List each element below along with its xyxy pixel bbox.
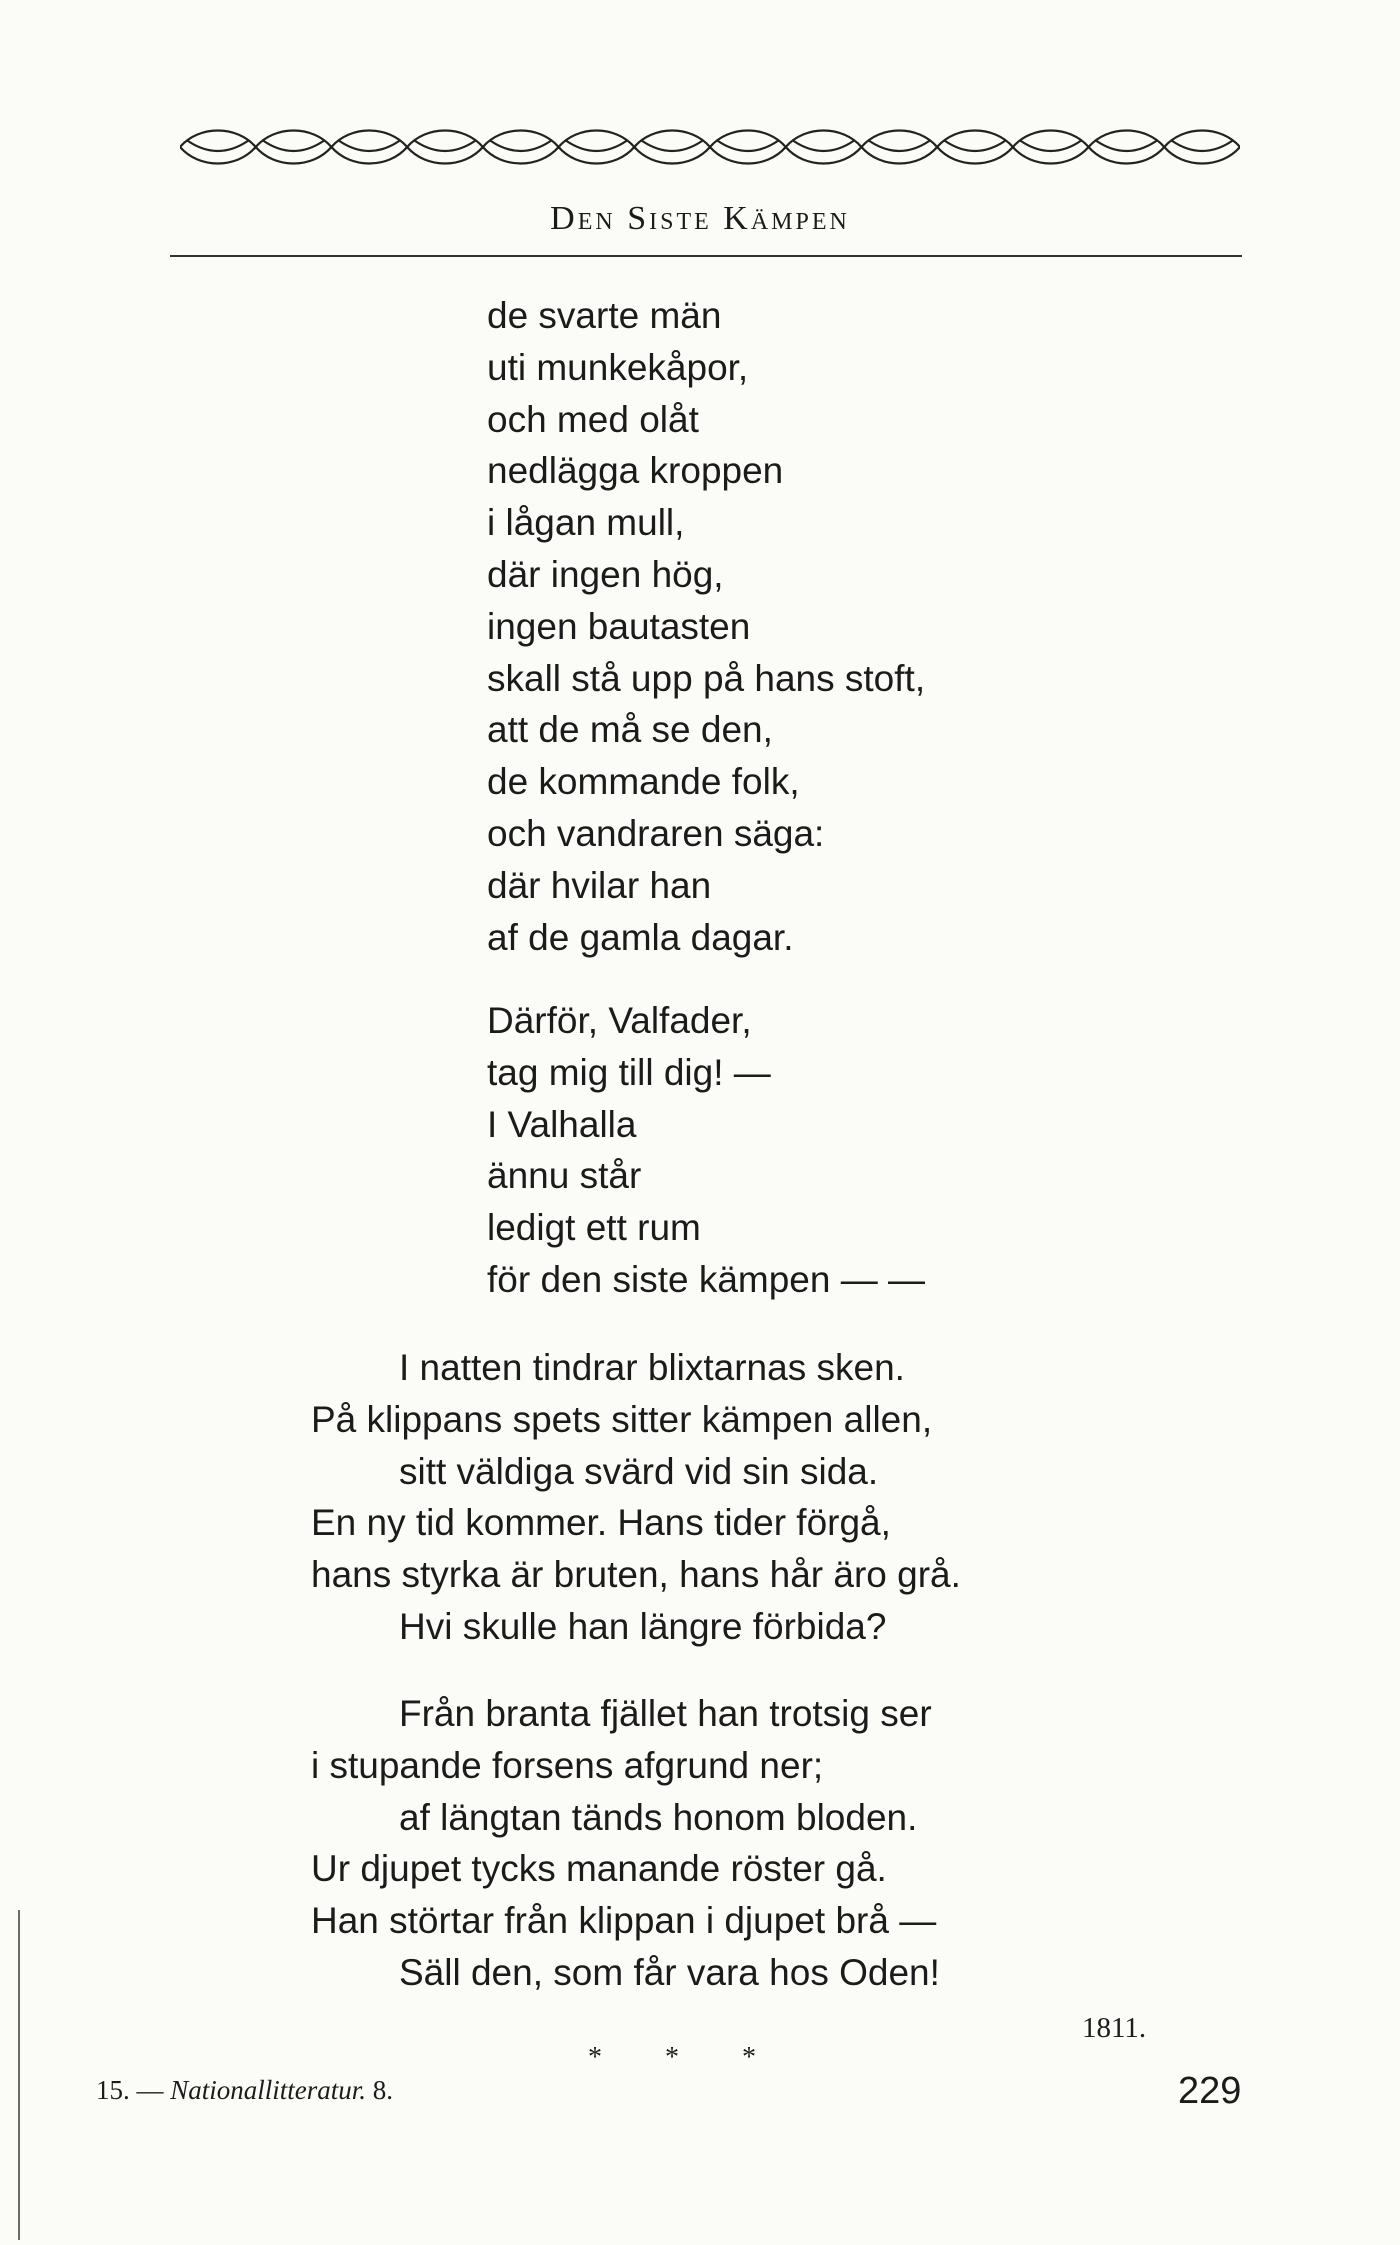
signature-title: Nationallitteratur. [170, 2075, 367, 2105]
poem-line: I natten tindrar blixtarnas sken. [399, 1347, 905, 1388]
running-head: Den Siste Kämpen [550, 200, 850, 237]
poem-line: ledigt ett rum [487, 1207, 701, 1249]
poem-line: de svarte män [487, 295, 722, 336]
poem-line: och med olåt [487, 398, 699, 440]
signature-volume: 8. [372, 2075, 394, 2105]
poem-line: I Valhalla [487, 1103, 637, 1145]
poem-line: de kommande folk, [487, 761, 800, 803]
page-number: 229 [1178, 2070, 1242, 2112]
poem-line: skall stå upp på hans stoft, [487, 657, 926, 699]
poem-year: 1811. [1082, 2012, 1147, 2044]
poem-line: nedlägga kroppen [487, 450, 784, 492]
poem-line: Från branta fjället han trotsig ser [399, 1693, 932, 1734]
poem-line: att de må se den, [487, 709, 773, 751]
poem-line: ingen bautasten [487, 605, 751, 647]
poem-line: för den siste kämpen — — [487, 1258, 926, 1300]
binding-edge [18, 1910, 20, 2240]
poem-line: Säll den, som får vara hos Oden! [399, 1951, 940, 1993]
stanza-2 [487, 995, 925, 1306]
poem-line: där ingen hög, [487, 553, 724, 595]
stanza-1 [487, 290, 925, 963]
poem-line: uti munkekåpor, [487, 346, 749, 388]
signature-number: 15. — [96, 2075, 164, 2105]
header-rule [170, 255, 1242, 257]
poem-line: af längtan tänds honom bloden. [399, 1796, 918, 1838]
poem-line: där hvilar han [487, 864, 712, 906]
poem-line: På klippans spets sitter kämpen allen, [311, 1398, 933, 1440]
printer-signature [96, 2075, 393, 2106]
header-ornament-icon [180, 120, 1240, 175]
poem-line: ännu står [487, 1155, 642, 1197]
poem-line: i lågan mull, [487, 502, 685, 544]
poem-line: i stupande forsens afgrund ner; [311, 1744, 824, 1786]
poem-line: Hvi skulle han längre förbida? [399, 1605, 887, 1647]
poem-line: Han störtar från klippan i djupet brå — [311, 1900, 937, 1942]
poem-line: och vandraren säga: [487, 812, 825, 854]
stanza-3 [311, 1342, 961, 1653]
poem-line: En ny tid kommer. Hans tider förgå, [311, 1502, 891, 1544]
stanza-4 [311, 1688, 940, 1999]
poem-line: sitt väldiga svärd vid sin sida. [399, 1450, 879, 1492]
poem-line: hans styrka är bruten, hans hår äro grå. [311, 1554, 961, 1596]
poem-line: tag mig till dig! — [487, 1051, 771, 1093]
section-separator: * * * [588, 2042, 784, 2073]
poem-line: Därför, Valfader, [487, 1000, 752, 1041]
poem-line: Ur djupet tycks manande röster gå. [311, 1848, 887, 1890]
poem-line: af de gamla dagar. [487, 916, 794, 958]
